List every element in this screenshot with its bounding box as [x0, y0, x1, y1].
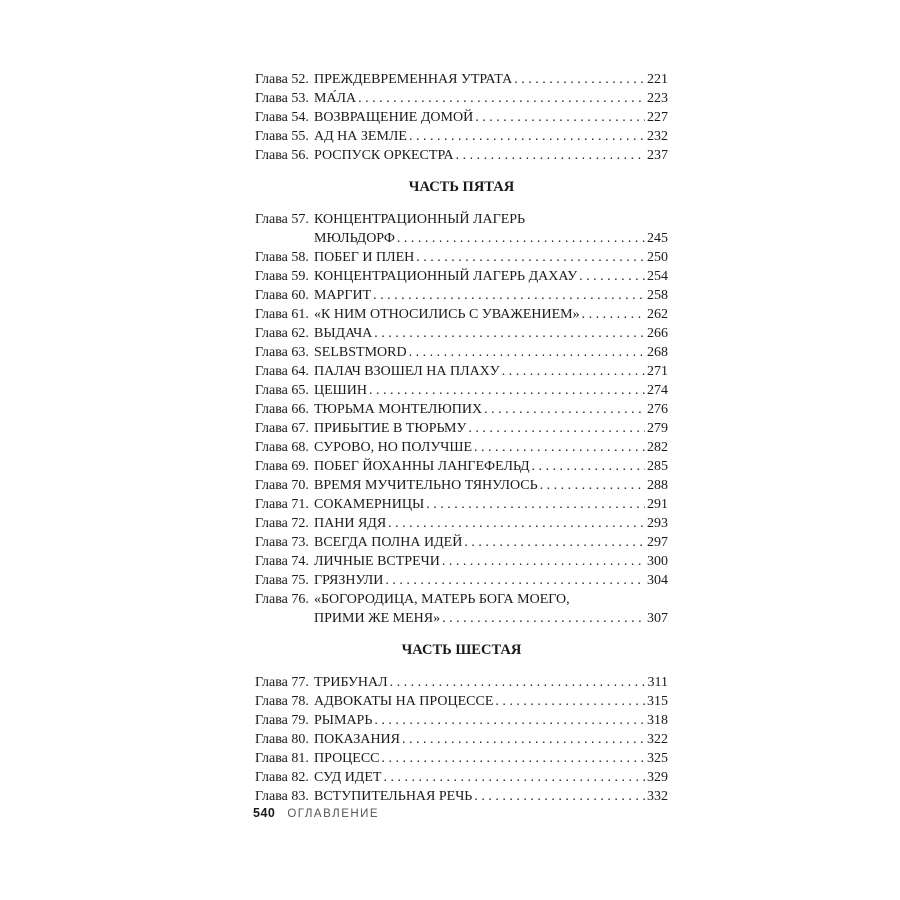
chapter-title-line1: «БОГОРОДИЦА, МАТЕРЬ БОГА МОЕГО,	[314, 592, 570, 607]
chapter-number: Глава 65.	[255, 383, 309, 398]
toc-entry	[255, 438, 668, 457]
chapter-title: ПРОЦЕСС	[314, 751, 380, 766]
toc-group-part4-tail	[255, 70, 668, 165]
dot-leader	[475, 108, 645, 127]
chapter-number: Глава 56.	[255, 148, 309, 163]
page-number: 271	[647, 364, 668, 379]
chapter-title: ВОЗВРАЩЕНИЕ ДОМОЙ	[314, 110, 474, 125]
chapter-title: ВЫДАЧА	[314, 326, 373, 341]
toc-group-part6	[255, 673, 668, 806]
dot-leader	[474, 438, 645, 457]
part-heading: ЧАСТЬ ПЯТАЯ	[408, 179, 515, 195]
dot-leader	[426, 495, 645, 514]
page-number: 221	[647, 72, 668, 87]
chapter-title: СОКАМЕРНИЦЫ	[314, 497, 425, 512]
page-number: 285	[647, 459, 668, 474]
toc-entry	[255, 590, 668, 628]
table-of-contents	[255, 70, 668, 806]
page-number: 297	[647, 535, 668, 550]
chapter-title: МА́ЛА	[314, 91, 357, 106]
toc-entry	[255, 305, 668, 324]
chapter-number: Глава 66.	[255, 402, 309, 417]
chapter-title: ВСЕГДА ПОЛНА ИДЕЙ	[314, 535, 463, 550]
toc-entry	[255, 324, 668, 343]
toc-entry	[255, 127, 668, 146]
chapter-title: ПАЛАЧ ВЗОШЕЛ НА ПЛАХУ	[314, 364, 500, 379]
toc-entry	[255, 210, 668, 248]
dot-leader	[474, 787, 645, 806]
page-number: 237	[647, 148, 668, 163]
chapter-title: ПОБЕГ ЙОХАННЫ ЛАНГЕФЕЛЬД	[314, 459, 530, 474]
toc-entry	[255, 768, 668, 787]
chapter-title: АДВОКАТЫ НА ПРОЦЕССЕ	[314, 694, 494, 709]
chapter-number: Глава 78.	[255, 694, 309, 709]
toc-entry	[255, 286, 668, 305]
toc-entry	[255, 400, 668, 419]
chapter-title: ВРЕМЯ МУЧИТЕЛЬНО ТЯНУЛОСЬ	[314, 478, 538, 493]
page-number: 276	[647, 402, 668, 417]
chapter-number: Глава 59.	[255, 269, 309, 284]
dot-leader	[409, 127, 645, 146]
dot-leader	[373, 286, 645, 305]
chapter-number: Глава 54.	[255, 110, 309, 125]
dot-leader	[464, 533, 645, 552]
chapter-title: ТЮРЬМА МОНТЕЛЮПИХ	[314, 402, 483, 417]
toc-entry	[255, 673, 668, 692]
chapter-title: КОНЦЕНТРАЦИОННЫЙ ЛАГЕРЬ ДАХАУ	[314, 269, 578, 284]
chapter-title-line2: МЮЛЬДОРФ	[314, 231, 395, 246]
toc-group-part5	[255, 210, 668, 628]
toc-entry	[255, 692, 668, 711]
page-number: 293	[647, 516, 668, 531]
dot-leader	[502, 362, 645, 381]
page-number: 245	[647, 231, 668, 246]
page-number: 307	[647, 611, 668, 626]
dot-leader	[416, 248, 645, 267]
dot-leader	[495, 692, 645, 711]
toc-entry	[255, 711, 668, 730]
dot-leader	[390, 673, 646, 692]
chapter-number: Глава 74.	[255, 554, 309, 569]
chapter-number: Глава 62.	[255, 326, 309, 341]
page-number: 227	[647, 110, 668, 125]
page-number: 332	[647, 789, 668, 804]
page-number: 282	[647, 440, 668, 455]
dot-leader	[383, 768, 645, 787]
page-number: 329	[647, 770, 668, 785]
chapter-title: ПОБЕГ И ПЛЕН	[314, 250, 415, 265]
chapter-number: Глава 68.	[255, 440, 309, 455]
chapter-number: Глава 70.	[255, 478, 309, 493]
chapter-title: ЛИЧНЫЕ ВСТРЕЧИ	[314, 554, 440, 569]
page-number: 223	[647, 91, 668, 106]
dot-leader	[514, 70, 645, 89]
dot-leader	[468, 419, 645, 438]
chapter-title: РЫМАРЬ	[314, 713, 373, 728]
toc-entry	[255, 749, 668, 768]
dot-leader	[369, 381, 645, 400]
chapter-number: Глава 61.	[255, 307, 309, 322]
chapter-number: Глава 83.	[255, 789, 309, 804]
page-number: 291	[647, 497, 668, 512]
toc-entry	[255, 495, 668, 514]
chapter-number: Глава 80.	[255, 732, 309, 747]
toc-entry	[255, 146, 668, 165]
page-number: 315	[647, 694, 668, 709]
part-heading: ЧАСТЬ ШЕСТАЯ	[401, 642, 522, 658]
toc-entry	[255, 89, 668, 108]
chapter-title: ПОКАЗАНИЯ	[314, 732, 401, 747]
page-number: 318	[647, 713, 668, 728]
page-number: 262	[647, 307, 668, 322]
chapter-title: ЦЕШИН	[314, 383, 368, 398]
dot-leader	[484, 400, 645, 419]
chapter-number: Глава 81.	[255, 751, 309, 766]
page-footer	[253, 806, 379, 820]
chapter-title: ПРИБЫТИЕ В ТЮРЬМУ	[314, 421, 467, 436]
chapter-title: МАРГИТ	[314, 288, 372, 303]
toc-entry	[255, 419, 668, 438]
chapter-number: Глава 73.	[255, 535, 309, 550]
toc-entry	[255, 571, 668, 590]
page-number: 311	[647, 675, 668, 690]
dot-leader	[374, 711, 645, 730]
chapter-title: ТРИБУНАЛ	[314, 675, 388, 690]
toc-entry	[255, 476, 668, 495]
chapter-title: ГРЯЗНУЛИ	[314, 573, 384, 588]
dot-leader	[456, 146, 645, 165]
dot-leader	[388, 514, 645, 533]
toc-entry	[255, 108, 668, 127]
chapter-title: ПАНИ ЯДЯ	[314, 516, 387, 531]
dot-leader	[402, 730, 645, 749]
dot-leader	[442, 552, 645, 571]
chapter-title: ВСТУПИТЕЛЬНАЯ РЕЧЬ	[314, 789, 473, 804]
chapter-number: Глава 57.	[255, 212, 309, 227]
chapter-number: Глава 53.	[255, 91, 309, 106]
dot-leader	[540, 476, 645, 495]
chapter-title-line2: ПРИМИ ЖЕ МЕНЯ»	[314, 611, 441, 626]
chapter-number: Глава 75.	[255, 573, 309, 588]
page-number: 300	[647, 554, 668, 569]
dot-leader	[397, 229, 645, 248]
page-number: 322	[647, 732, 668, 747]
chapter-title: СУД ИДЕТ	[314, 770, 382, 785]
page-number: 266	[647, 326, 668, 341]
chapter-title: РОСПУСК ОРКЕСТРА	[314, 148, 454, 163]
chapter-number: Глава 71.	[255, 497, 309, 512]
toc-entry	[255, 362, 668, 381]
toc-entry	[255, 457, 668, 476]
toc-entry	[255, 533, 668, 552]
toc-entry	[255, 267, 668, 286]
dot-leader	[374, 324, 645, 343]
chapter-number: Глава 69.	[255, 459, 309, 474]
toc-entry	[255, 248, 668, 267]
page-number: 304	[647, 573, 668, 588]
toc-entry	[255, 730, 668, 749]
page-number: 268	[647, 345, 668, 360]
page-number: 232	[647, 129, 668, 144]
chapter-title: ПРЕЖДЕВРЕМЕННАЯ УТРАТА	[314, 72, 513, 87]
chapter-number: Глава 63.	[255, 345, 309, 360]
chapter-title: SELBSTMORD	[314, 345, 407, 360]
dot-leader	[582, 305, 645, 324]
toc-entry	[255, 343, 668, 362]
chapter-number: Глава 60.	[255, 288, 309, 303]
toc-entry	[255, 787, 668, 806]
chapter-number: Глава 79.	[255, 713, 309, 728]
dot-leader	[442, 609, 645, 628]
chapter-number: Глава 52.	[255, 72, 309, 87]
dot-leader	[358, 89, 645, 108]
page-number: 274	[647, 383, 668, 398]
page-number: 325	[647, 751, 668, 766]
page-number: 279	[647, 421, 668, 436]
dot-leader	[579, 267, 645, 286]
page-number: 254	[647, 269, 668, 284]
chapter-number: Глава 58.	[255, 250, 309, 265]
chapter-number: Глава 67.	[255, 421, 309, 436]
toc-entry	[255, 552, 668, 571]
chapter-title: АД НА ЗЕМЛЕ	[314, 129, 407, 144]
dot-leader	[382, 749, 645, 768]
page-number: 288	[647, 478, 668, 493]
chapter-title-line1: КОНЦЕНТРАЦИОННЫЙ ЛАГЕРЬ	[314, 212, 526, 227]
dot-leader	[532, 457, 645, 476]
chapter-number: Глава 82.	[255, 770, 309, 785]
toc-entry	[255, 70, 668, 89]
chapter-number: Глава 76.	[255, 592, 309, 607]
page-number: 258	[647, 288, 668, 303]
chapter-number: Глава 72.	[255, 516, 309, 531]
chapter-title: «К НИМ ОТНОСИЛИСЬ С УВАЖЕНИЕМ»	[314, 307, 580, 322]
chapter-number: Глава 77.	[255, 675, 309, 690]
folio-number: 540	[253, 806, 276, 820]
dot-leader	[409, 343, 645, 362]
dot-leader	[385, 571, 645, 590]
toc-entry	[255, 381, 668, 400]
chapter-number: Глава 55.	[255, 129, 309, 144]
chapter-number: Глава 64.	[255, 364, 309, 379]
page-number: 250	[647, 250, 668, 265]
running-head: ОГЛАВЛЕНИЕ	[287, 808, 380, 820]
toc-entry	[255, 514, 668, 533]
chapter-title: СУРОВО, НО ПОЛУЧШЕ	[314, 440, 473, 455]
